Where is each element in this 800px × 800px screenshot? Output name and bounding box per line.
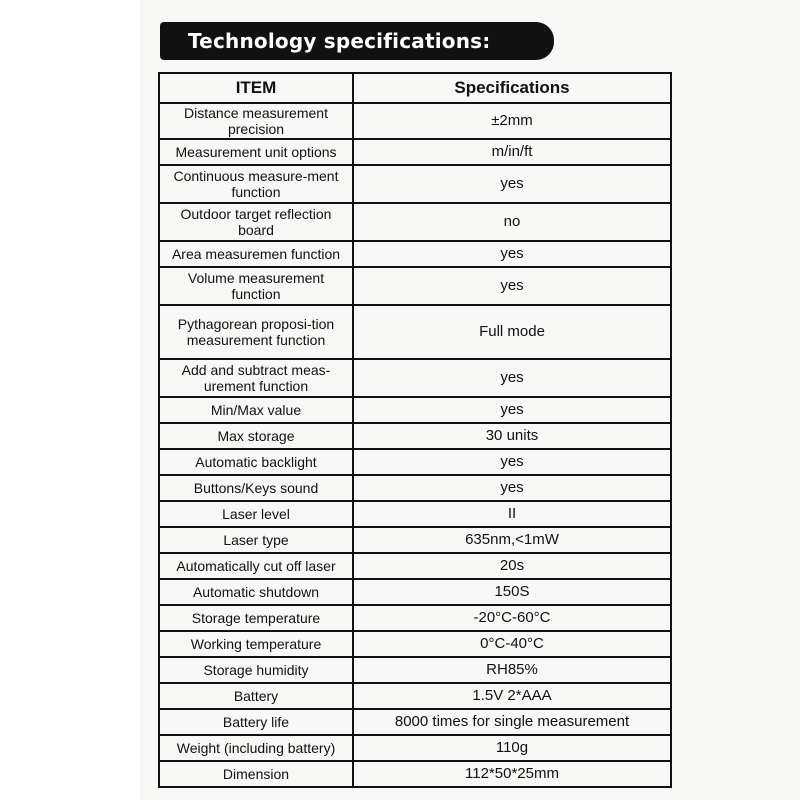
spec-value-cell: 30 units — [353, 423, 671, 449]
table-body — [159, 103, 671, 787]
table-row — [159, 657, 671, 683]
spec-item-cell: Automatic shutdown — [159, 579, 353, 605]
header-banner — [160, 22, 554, 60]
spec-item-cell: Measurement unit options — [159, 139, 353, 165]
table-row — [159, 709, 671, 735]
spec-value-cell: 110g — [353, 735, 671, 761]
spec-item-cell: Automatic backlight — [159, 449, 353, 475]
table-row — [159, 527, 671, 553]
spec-item-cell: Battery life — [159, 709, 353, 735]
spec-value-cell: yes — [353, 267, 671, 305]
table-row — [159, 139, 671, 165]
table-row — [159, 475, 671, 501]
spec-value-cell: m/in/ft — [353, 139, 671, 165]
table-row — [159, 605, 671, 631]
spec-item-cell: Laser type — [159, 527, 353, 553]
table-row — [159, 683, 671, 709]
spec-item-cell: Continuous measure-ment function — [159, 165, 353, 203]
table-row — [159, 203, 671, 241]
spec-value-cell: yes — [353, 241, 671, 267]
spec-table — [158, 72, 672, 788]
spec-value-cell: 20s — [353, 553, 671, 579]
table-row — [159, 241, 671, 267]
spec-value-cell: yes — [353, 449, 671, 475]
spec-item-cell: Laser level — [159, 501, 353, 527]
table-row — [159, 761, 671, 787]
page-title: Technology specifications: — [188, 29, 491, 53]
spec-item-cell: Outdoor target reflection board — [159, 203, 353, 241]
spec-value-cell: 8000 times for single measurement — [353, 709, 671, 735]
spec-value-cell: Full mode — [353, 305, 671, 359]
spec-value-cell: 112*50*25mm — [353, 761, 671, 787]
spec-value-cell: 1.5V 2*AAA — [353, 683, 671, 709]
table-row — [159, 449, 671, 475]
spec-item-cell: Min/Max value — [159, 397, 353, 423]
spec-value-cell: yes — [353, 359, 671, 397]
column-header-specifications: Specifications — [353, 73, 671, 103]
spec-value-cell: yes — [353, 397, 671, 423]
spec-item-cell: Distance measurement precision — [159, 103, 353, 139]
column-header-item: ITEM — [159, 73, 353, 103]
table-row — [159, 579, 671, 605]
spec-item-cell: Volume measurement function — [159, 267, 353, 305]
table-row — [159, 553, 671, 579]
spec-item-cell: Battery — [159, 683, 353, 709]
table-row — [159, 735, 671, 761]
spec-value-cell: -20°C-60°C — [353, 605, 671, 631]
table-row — [159, 359, 671, 397]
spec-value-cell: yes — [353, 475, 671, 501]
table-row — [159, 305, 671, 359]
spec-item-cell: Max storage — [159, 423, 353, 449]
spec-item-cell: Buttons/Keys sound — [159, 475, 353, 501]
spec-item-cell: Pythagorean proposi-tion measurement function — [159, 305, 353, 359]
spec-value-cell: ±2mm — [353, 103, 671, 139]
spec-value-cell: yes — [353, 165, 671, 203]
spec-value-cell: II — [353, 501, 671, 527]
table-row — [159, 397, 671, 423]
table-row — [159, 631, 671, 657]
spec-item-cell: Dimension — [159, 761, 353, 787]
spec-item-cell: Automatically cut off laser — [159, 553, 353, 579]
spec-item-cell: Storage temperature — [159, 605, 353, 631]
spec-item-cell: Area measuremen function — [159, 241, 353, 267]
spec-item-cell: Working temperature — [159, 631, 353, 657]
spec-value-cell: RH85% — [353, 657, 671, 683]
spec-value-cell: 635nm,<1mW — [353, 527, 671, 553]
spec-item-cell: Weight (including battery) — [159, 735, 353, 761]
spec-value-cell: no — [353, 203, 671, 241]
table-row — [159, 423, 671, 449]
table-row — [159, 501, 671, 527]
table-header-row — [159, 73, 671, 103]
spec-value-cell: 0°C-40°C — [353, 631, 671, 657]
table-row — [159, 267, 671, 305]
spec-value-cell: 150S — [353, 579, 671, 605]
spec-item-cell: Add and subtract meas-urement function — [159, 359, 353, 397]
table-row — [159, 103, 671, 139]
spec-item-cell: Storage humidity — [159, 657, 353, 683]
table-row — [159, 165, 671, 203]
